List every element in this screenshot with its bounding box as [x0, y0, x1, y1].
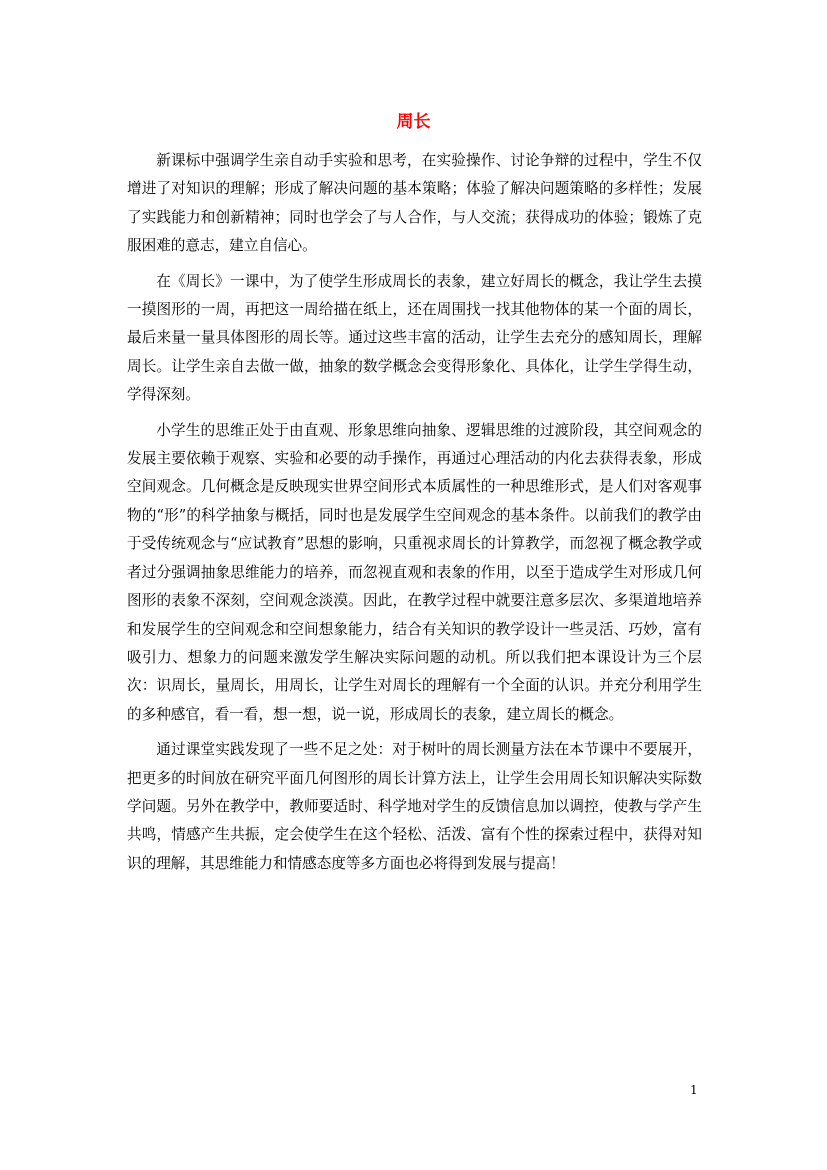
paragraph-4: 通过课堂实践发现了一些不足之处：对于树叶的周长测量方法在本节课中不要展开，把更多的时间放在研究平面几何图形的周长计算方法上，让学生会用周长知识解决实际数学问题。另外在教学中，教师要适时、科学地对学生的反馈信息加以调控，使教与学产生共鸣，情感产生共振，定会使学生在这个轻松、活泼、富有个性的探索过程中，获得对知识的理解，其思维能力和情感态度等多方面也必将得到发展与提高！ — [127, 741, 702, 872]
document-body — [127, 147, 702, 885]
page-number: 1 — [690, 1083, 698, 1097]
paragraph-3: 小学生的思维正处于由直观、形象思维向抽象、逻辑思维的过渡阶段，其空间观念的发展主要依赖于观察、实验和必要的动手操作，再通过心理活动的内化去获得表象，形成空间观念。几何概念是反映现实世界空间形式本质属性的一种思维形式，是人们对客观事物的“形”的科学抽象与概括，同时也是发展学生空间观念的基本条件。以前我们的教学由于受传统观念与“应试教育”思想的影响，只重视求周长的计算教学，而忽视了概念教学或者过分强调抽象思维能力的培养，而忽视直观和表象的作用，以至于造成学生对形成几何图形的表象不深刻，空间观念淡漠。因此，在教学过程中就要注意多层次、多渠道地培养和发展学生的空间观念和空间想象能力，结合有关知识的教学设计一些灵活、巧妙，富有吸引力、想象力的问题来激发学生解决实际问题的动机。所以我们把本课设计为三个层次：识周长，量周长，用周长，让学生对周长的理解有一个全面的认识。并充分利用学生的多种感官，看一看，想一想，说一说，形成周长的表象，建立周长的概念。 — [127, 421, 702, 723]
paragraph-1: 新课标中强调学生亲自动手实验和思考，在实验操作、讨论争辩的过程中，学生不仅增进了对知识的理解；形成了解决问题的基本策略；体验了解决问题策略的多样性；发展了实践能力和创新精神；同时也学会了与人合作，与人交流；获得成功的体验；锻炼了克服困难的意志，建立自信心。 — [127, 152, 702, 255]
paragraph-2: 在《周长》一课中，为了使学生形成周长的表象，建立好周长的概念，我让学生去摸一摸图形的一周，再把这一周给描在纸上，还在周围找一找其他物体的某一个面的周长，最后来量一量具体图形的周长等。通过这些丰富的活动，让学生去充分的感知周长，理解周长。让学生亲自去做一做，抽象的数学概念会变得形象化、具体化，让学生学得生动，学得深刻。 — [127, 272, 702, 404]
page-title: 周长 — [396, 112, 431, 132]
